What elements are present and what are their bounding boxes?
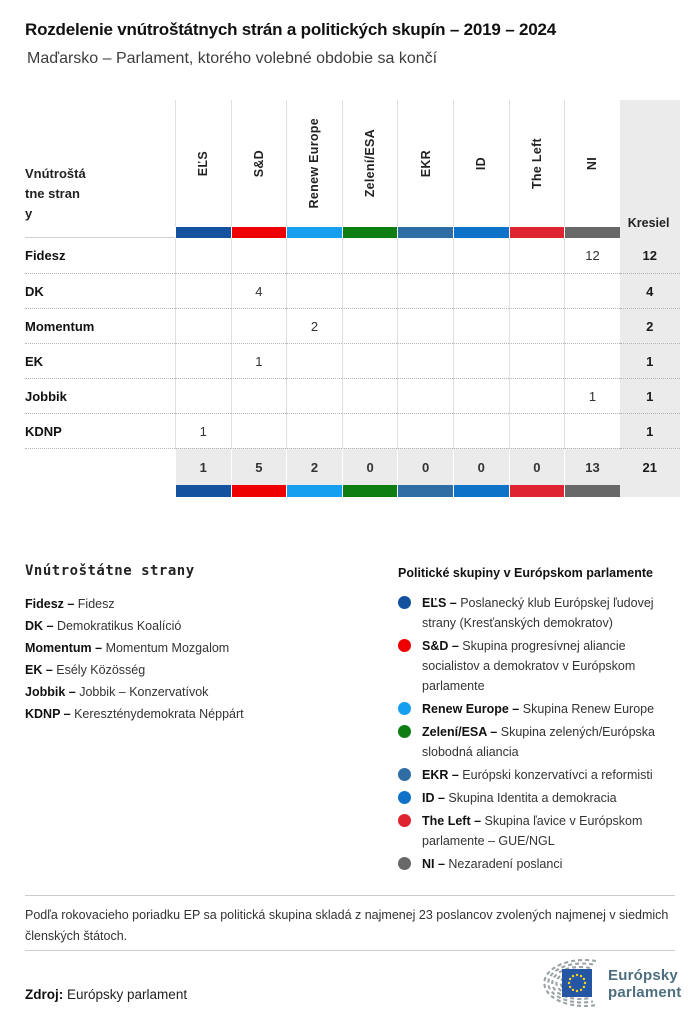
seats-column-footer [620, 485, 680, 497]
seat-value-cell [286, 343, 342, 378]
seat-value-cell [564, 413, 620, 448]
group-color-bar-top-Zelení/ESA [342, 227, 398, 238]
seat-value-cell [397, 378, 453, 413]
group-abbr: S&D – [422, 639, 463, 653]
ep-logo-text [608, 967, 682, 1001]
seat-value-cell [175, 343, 231, 378]
group-abbr: Renew Europe – [422, 702, 523, 716]
group-color-bar-bottom-The Left [509, 485, 565, 497]
group-abbr: The Left – [422, 814, 485, 828]
seat-value-cell [453, 378, 509, 413]
seat-value-cell [509, 343, 565, 378]
group-color-bar-top-S&D [231, 227, 287, 238]
seat-value-cell [175, 238, 231, 273]
seat-value-cell [286, 378, 342, 413]
seat-value-cell [286, 413, 342, 448]
footnote: Podľa rokovacieho poriadku EP sa politická skupina skladá z najmenej 23 poslancov zvolených najmenej v siedmich členských štátoch. [25, 908, 669, 943]
seat-value-cell [342, 308, 398, 343]
source-line [25, 987, 187, 1002]
seat-value-cell [342, 273, 398, 308]
seat-value-cell: 1 [564, 378, 620, 413]
seat-value-cell [564, 273, 620, 308]
seat-value-cell [342, 413, 398, 448]
seat-value-cell [453, 413, 509, 448]
page-subtitle: Maďarsko – Parlament, ktorého volebné obdobie sa končí [27, 50, 438, 67]
seat-value-cell: 12 [564, 238, 620, 273]
group-legend-item [398, 722, 683, 762]
group-color-dot-icon [398, 814, 411, 827]
party-label-KDNP: KDNP [25, 413, 175, 448]
group-abbr: ID – [422, 791, 449, 805]
seat-value-cell [453, 343, 509, 378]
group-abbr: Zelení/ESA – [422, 725, 501, 739]
group-description: The Left – Skupina ľavice v Európskom parlamente – GUE/NGL [422, 814, 643, 848]
party-legend-item [25, 637, 375, 659]
grand-total-cell: 21 [620, 448, 680, 485]
seat-value-cell [509, 413, 565, 448]
party-legend-item [25, 615, 375, 637]
group-color-dot-icon [398, 702, 411, 715]
column-total-cell: 0 [342, 448, 398, 485]
seat-value-cell [231, 238, 287, 273]
group-legend-item [398, 593, 683, 633]
seat-value-cell [397, 413, 453, 448]
party-abbr: KDNP – [25, 707, 75, 721]
column-total-cell: 1 [175, 448, 231, 485]
group-legend-item [398, 765, 683, 785]
group-color-bar-bottom-NI [564, 485, 620, 497]
party-full-name: Demokratikus Koalíció [56, 619, 182, 633]
row-total-cell: 4 [620, 273, 680, 308]
group-color-dot-icon [398, 596, 411, 609]
column-total-cell: 0 [453, 448, 509, 485]
eu-flag [562, 969, 592, 997]
row-total-cell: 1 [620, 378, 680, 413]
seat-value-cell [231, 378, 287, 413]
party-label-DK: DK [25, 273, 175, 308]
legend-political-groups [398, 566, 683, 877]
row-total-cell: 2 [620, 308, 680, 343]
row-total-cell: 1 [620, 343, 680, 378]
party-label-EK: EK [25, 343, 175, 378]
totals-row-label-spacer [25, 448, 175, 485]
party-full-name: Kereszténydemokrata Néppárt [74, 707, 244, 721]
group-color-dot-icon [398, 791, 411, 804]
column-header-NI [564, 100, 620, 227]
party-legend-item [25, 681, 375, 703]
seat-value-cell [231, 308, 287, 343]
group-color-bar-bottom-EĽS [175, 485, 231, 497]
seat-value-cell [453, 308, 509, 343]
party-abbr: Momentum – [25, 641, 106, 655]
group-color-dot-icon [398, 857, 411, 870]
column-header-EKR [397, 100, 453, 227]
group-color-bar-top-EĽS [175, 227, 231, 238]
group-description: S&D – Skupina progresívnej aliancie socialistov a demokratov v Európskom parlamente [422, 639, 636, 693]
group-abbr: EĽS – [422, 596, 461, 610]
divider-bottom [25, 950, 675, 951]
seat-value-cell [397, 308, 453, 343]
group-legend-item [398, 811, 683, 851]
column-header-label: The Left [529, 137, 544, 189]
column-total-cell: 5 [231, 448, 287, 485]
seat-value-cell [564, 308, 620, 343]
seat-value-cell [397, 238, 453, 273]
column-header-label: Zelení/ESA [363, 129, 378, 198]
group-color-bar-bottom-S&D [231, 485, 287, 497]
table-corner-header [25, 100, 175, 238]
column-header-label: NI [585, 156, 600, 171]
column-header-EĽS [175, 100, 231, 227]
legend-parties-heading: Vnútroštátne strany [25, 563, 195, 579]
group-color-bar-top-Renew Europe [286, 227, 342, 238]
party-legend-item [25, 659, 375, 681]
group-color-dot-icon [398, 768, 411, 781]
ep-logo-line2: parlament [608, 984, 682, 1001]
seat-value-cell [509, 378, 565, 413]
column-total-cell: 0 [509, 448, 565, 485]
party-legend-item [25, 593, 375, 615]
seat-value-cell [342, 378, 398, 413]
seat-value-cell [509, 273, 565, 308]
seat-value-cell [342, 238, 398, 273]
group-legend-item [398, 854, 683, 874]
group-legend-item [398, 788, 683, 808]
seat-value-cell [564, 343, 620, 378]
divider-top [25, 895, 675, 896]
group-color-bar-top-The Left [509, 227, 565, 238]
group-color-bar-top-NI [564, 227, 620, 238]
seat-value-cell [509, 238, 565, 273]
group-description: Zelení/ESA – Skupina zelených/Európska slobodná aliancia [422, 725, 655, 759]
row-total-cell: 12 [620, 238, 680, 273]
seat-value-cell [453, 273, 509, 308]
legend-groups-list [398, 593, 683, 874]
source-value: Európsky parlament [67, 987, 188, 1002]
seat-value-cell [286, 238, 342, 273]
column-header-label: ID [474, 156, 489, 171]
column-total-cell: 2 [286, 448, 342, 485]
seat-value-cell [231, 413, 287, 448]
group-color-dot-icon [398, 639, 411, 652]
seat-value-cell [453, 238, 509, 273]
seat-value-cell: 2 [286, 308, 342, 343]
party-full-name: Esély Közösség [56, 663, 146, 677]
legend-groups-heading: Politické skupiny v Európskom parlamente [398, 566, 653, 580]
column-header-label: Renew Europe [307, 118, 322, 209]
source-label: Zdroj: [25, 987, 64, 1002]
column-header-ID [453, 100, 509, 227]
ep-hemicycle-icon [520, 955, 600, 1013]
column-total-cell: 13 [564, 448, 620, 485]
seat-value-cell: 4 [231, 273, 287, 308]
seat-value-cell: 1 [231, 343, 287, 378]
legend-national-parties [25, 563, 375, 725]
column-header-The Left [509, 100, 565, 227]
group-color-bar-bottom-Zelení/ESA [342, 485, 398, 497]
column-header-S&D [231, 100, 287, 227]
group-color-bar-top-ID [453, 227, 509, 238]
seat-value-cell [397, 343, 453, 378]
seats-table [25, 100, 680, 497]
seat-value-cell [175, 378, 231, 413]
row-total-cell: 1 [620, 413, 680, 448]
seat-value-cell [397, 273, 453, 308]
party-full-name: Jobbik – Konzervatívok [79, 685, 209, 699]
group-color-bar-top-EKR [397, 227, 453, 238]
group-abbr: EKR – [422, 768, 463, 782]
group-description: Renew Europe – Skupina Renew Europe [422, 702, 655, 716]
column-total-cell: 0 [397, 448, 453, 485]
group-color-bar-bottom-EKR [397, 485, 453, 497]
party-label-Jobbik: Jobbik [25, 378, 175, 413]
row-header-label: Vnútroštátne strany [25, 166, 86, 221]
group-color-dot-icon [398, 725, 411, 738]
column-header-label: EKR [418, 149, 433, 178]
party-abbr: EK – [25, 663, 57, 677]
seat-value-cell [509, 308, 565, 343]
party-full-name: Fidesz [77, 597, 115, 611]
party-full-name: Momentum Mozgalom [105, 641, 230, 655]
column-header-label: EĽS [196, 150, 211, 177]
column-header-label: S&D [251, 149, 266, 178]
seat-value-cell [175, 308, 231, 343]
party-label-Momentum: Momentum [25, 308, 175, 343]
group-legend-item [398, 699, 683, 719]
group-description: EKR – Európski konzervatívci a reformisti [422, 768, 653, 782]
group-color-bar-bottom-ID [453, 485, 509, 497]
party-abbr: Jobbik – [25, 685, 80, 699]
seats-column-header: Kresiel [620, 100, 680, 238]
page-title: Rozdelenie vnútroštátnych strán a politických skupín – 2019 – 2024 [25, 20, 556, 39]
column-header-Renew Europe [286, 100, 342, 227]
party-legend-item [25, 703, 375, 725]
seat-value-cell [342, 343, 398, 378]
party-label-Fidesz: Fidesz [25, 248, 66, 263]
ep-logo-line1: Európsky [608, 967, 678, 984]
legend-parties-list [25, 593, 375, 725]
group-description: EĽS – Poslanecký klub Európskej ľudovej strany (Kresťanských demokratov) [422, 596, 654, 630]
seat-value-cell [286, 273, 342, 308]
group-color-bar-bottom-Renew Europe [286, 485, 342, 497]
group-description: NI – Nezaradení poslanci [422, 857, 563, 871]
column-header-Zelení/ESA [342, 100, 398, 227]
european-parliament-logo [520, 955, 682, 1013]
seat-value-cell [175, 273, 231, 308]
group-abbr: NI – [422, 857, 449, 871]
party-abbr: Fidesz – [25, 597, 78, 611]
group-description: ID – Skupina Identita a demokracia [422, 791, 617, 805]
seat-value-cell: 1 [175, 413, 231, 448]
group-legend-item [398, 636, 683, 696]
party-abbr: DK – [25, 619, 57, 633]
